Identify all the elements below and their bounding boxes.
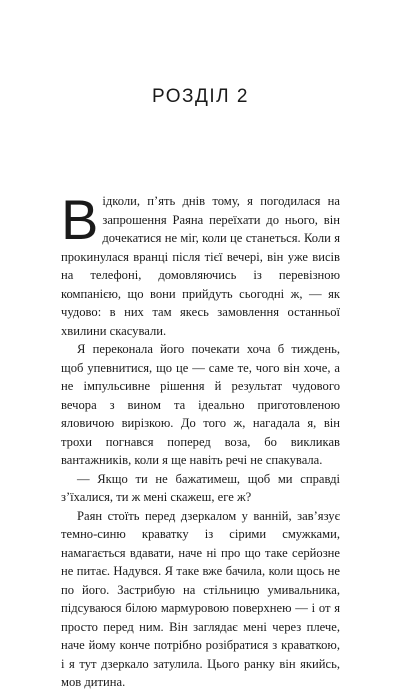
paragraph: Я переконала його почекати хоча б тиждень, щоб упевнитися, що це — саме те, чого він хоче, а не імпульсивне рішення й результат чудового вечора з вином та ідеально приготовленою яловичою вирізкою. До того ж, нагадала я, він трохи погнався поперед воза, бо викликав вантажників, коли я ще навіть речі не спакувала. [61,342,340,467]
paragraph: — Якщо ти не бажатимеш, щоб ми справді з’їхалися, ти ж мені скажеш, еге ж? [61,471,340,504]
paragraph-first [61,188,340,340]
chapter-title: РОЗДІЛ 2 [152,86,249,107]
paragraph-first-text: ідколи, п’ять днів тому, я погодилася на запрошення Раяна переїхати до нього, він дочекатися не міг, коли це станеться. Коли я прокинулася вранці після тієї вечері, він уже висів на телефоні, домовляючись із перевізною компанією, що вони прийдуть сьогодні ж, — як чудово: в них там якесь замовлення останньої хвилини скасували. [61,194,340,338]
paragraph: Раян стоїть перед дзеркалом у ванній, зав’язує темно-синю краватку із сірими смужками, намагається вдавати, наче ні про що таке серйозне не питає. Надувся. Я таке вже бачила, коли щось не по його. Застрибую на стільницю умивальника, підсуваюся білою мармуровою поверхнею — і от я просто перед ним. Він заглядає мені через плече, наче йому конче потрібно розібратися з краваткою, і я тут дзеркало затулила. Цього ранку він якийсь, мов дитина. [61,508,340,689]
drop-cap: В [61,188,99,251]
chapter-text [61,188,340,692]
